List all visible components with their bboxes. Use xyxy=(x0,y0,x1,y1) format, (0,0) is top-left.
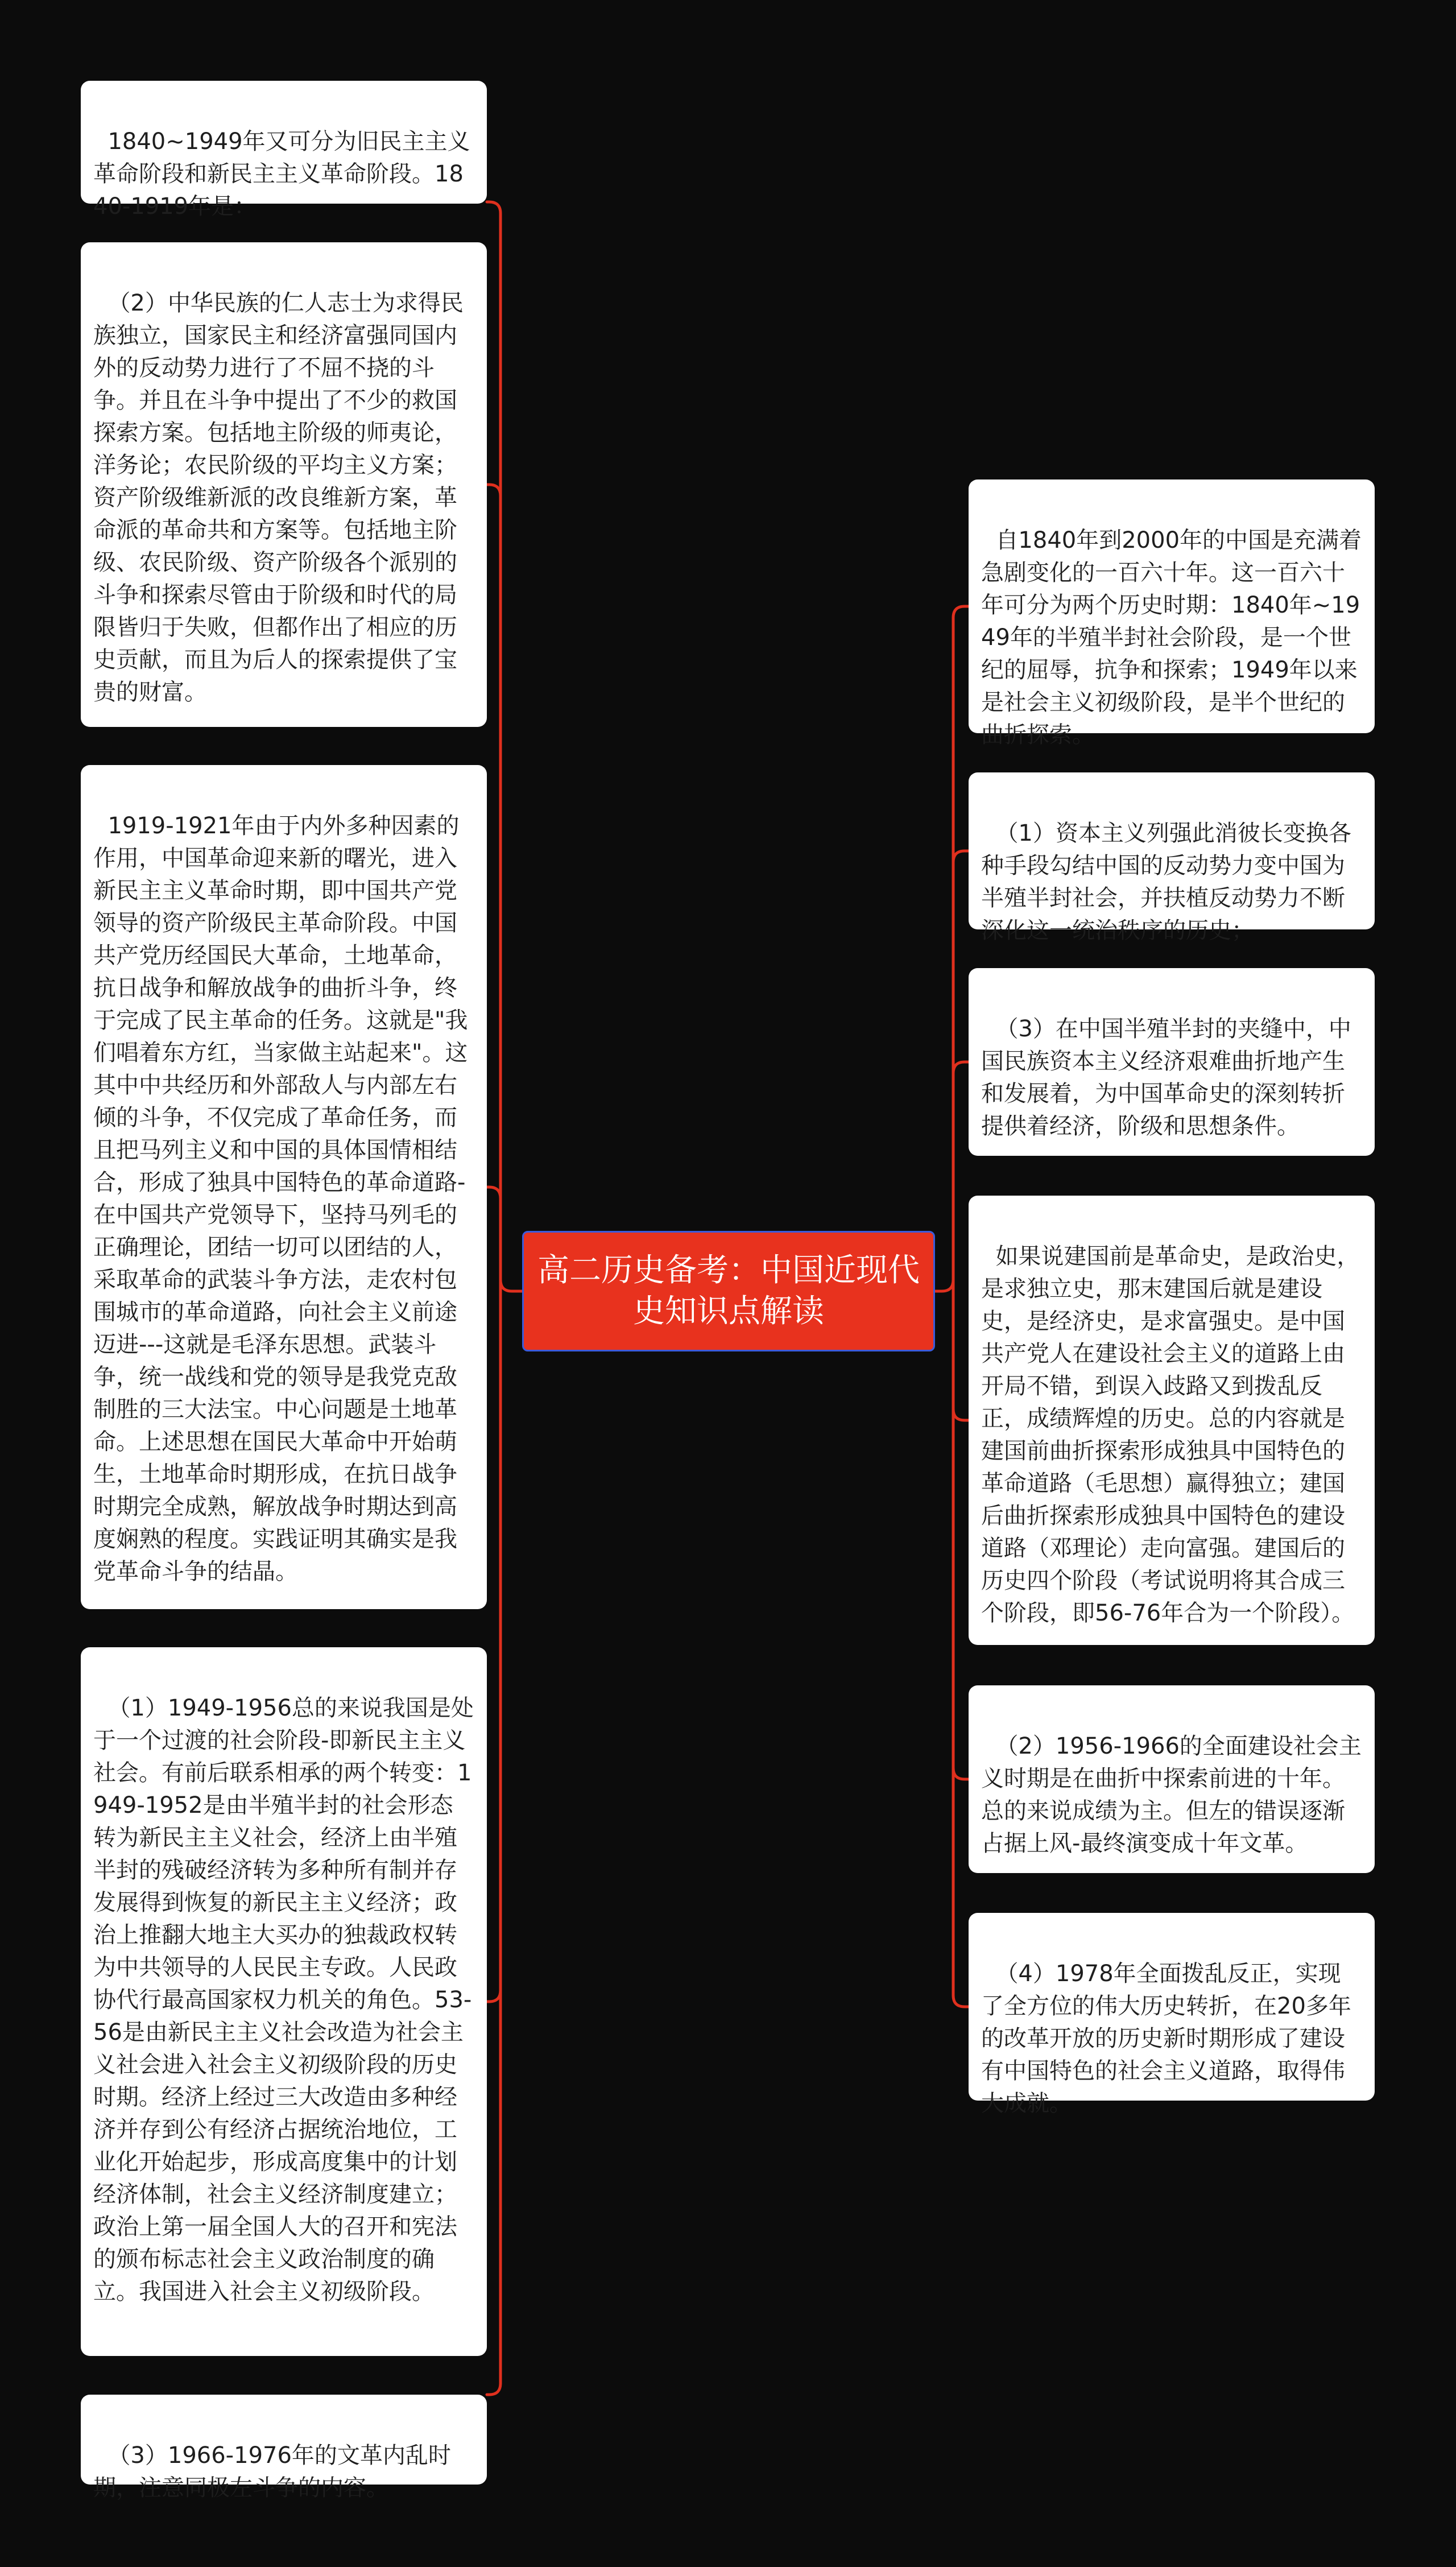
left-node-1[interactable] xyxy=(81,81,487,220)
left-connector-5 xyxy=(487,1280,500,2395)
left-node-2-text: （2）中华民族的仁人志士为求得民族独立，国家民主和经济富强同国内外的反动势力进行了不屈不挠的斗争。并且在斗争中提出了不少的救国探索方案。包括地主阶级的师夷论，洋务论；农民阶级的平均主义方案；资产阶级维新派的改良维新方案，革命派的革命共和方案等。包括地主阶级、农民阶级、资产阶级各个派别的斗争和探索尽管由于阶级和时代的局限皆归于失败，但都作出了相应的历史贡献，而且为后人的探索提供了宝贵的财富。 xyxy=(93,290,464,705)
right-connector-5 xyxy=(953,1280,969,1779)
left-connector-2 xyxy=(487,485,500,1280)
right-connector-1 xyxy=(953,606,969,1280)
right-node-4-text: 如果说建国前是革命史，是政治史，是求独立史，那末建国后就是建设史，是经济史，是求富强史。是中国共产党人在建设社会主义的道路上由开局不错，到误入歧路又到拨乱反正，成绩辉煌的历史。总的内容就是建国前曲折探索形成独具中国特色的革命道路（毛思想）赢得独立；建国后曲折探索形成独具中国特色的建设道路（邓理论）走向富强。建国后的历史四个阶段（考试说明将其合成三个阶段，即56-76年合为一个阶段）。 xyxy=(981,1243,1360,1626)
left-node-4-text: （1）1949-1956总的来说我国是处于一个过渡的社会阶段-即新民主主义社会。有前后联系相承的两个转变：1949-1952是由半殖半封的社会形态转为新民主主义社会，经济上由半殖半封的残破经济转为多种所有制并存发展得到恢复的新民主主义经济；政治上推翻大地主大买办的独裁政权转为中共领导的人民民主专政。人民政协代行最高国家权力机关的角色。53-56是由新民主主义社会改造为社会主义社会进入社会主义初级阶段的历史时期。经济上经过三大改造由多种经济并存到公有经济占据统治地位，工业化开始起步，形成高度集中的计划经济体制，社会主义经济制度建立；政治上第一届全国人大的召开和宪法的颁布标志社会主义政治制度的确立。我国进入社会主义初级阶段。 xyxy=(93,1695,474,2305)
right-stem xyxy=(935,1280,953,1291)
right-node-3-text: （3）在中国半殖半封的夹缝中，中国民族资本主义经济艰难曲折地产生和发展着，为中国革命史的深刻转折提供着经济，阶级和思想条件。 xyxy=(981,1016,1351,1139)
right-connector-3 xyxy=(953,1062,969,1280)
left-node-3[interactable] xyxy=(81,765,487,1609)
left-node-2[interactable] xyxy=(81,242,487,727)
left-connector-4 xyxy=(487,1280,500,2002)
left-node-3-text: 1919-1921年由于内外多种因素的作用，中国革命迎来新的曙光，进入新民主主义革命时期，即中国共产党领导的资产阶级民主革命阶段。中国共产党历经国民大革命，土地革命，抗日战争和解放战争的曲折斗争，终于完成了民主革命的任务。这就是"我们唱着东方红，当家做主站起来"。这其中中共经历和外部敌人与内部左右倾的斗争，不仅完成了革命任务，而且把马列主义和中国的具体国情相结合，形成了独具中国特色的革命道路-在中国共产党领导下，坚持马列毛的正确理论，团结一切可以团结的人，采取革命的武装斗争方法，走农村包围城市的革命道路，向社会主义前途迈进---这就是毛泽东思想。武装斗争，统一战线和党的领导是我党克敌制胜的三大法宝。中心问题是土地革命。上述思想在国民大革命中开始萌生，土地革命时期形成，在抗日战争时期完全成熟，解放战争时期达到高度娴熟的程度。实践证明其确实是我党革命斗争的结晶。 xyxy=(93,813,468,1585)
left-connector-3 xyxy=(487,1187,500,1280)
right-connector-4 xyxy=(953,1280,969,1420)
right-node-1-text: 自1840年到2000年的中国是充满着急剧变化的一百六十年。这一百六十年可分为两个历史时期：1840年~1949年的半殖半封社会阶段，是一个世纪的屈辱，抗争和探索；1949年以来是社会主义初级阶段，是半个世纪的曲折探索。 xyxy=(981,527,1362,748)
right-node-2[interactable] xyxy=(969,772,1375,944)
right-node-6[interactable] xyxy=(969,1913,1375,2117)
right-node-6-text: （4）1978年全面拨乱反正，实现了全方位的伟大历史转折，在20多年的改革开放的历史新时期形成了建设有中国特色的社会主义道路，取得伟大成就。 xyxy=(981,1961,1351,2117)
left-connector-1 xyxy=(487,202,500,1280)
right-node-4[interactable] xyxy=(969,1196,1375,1645)
central-topic[interactable] xyxy=(522,1231,935,1351)
right-node-5[interactable] xyxy=(969,1685,1375,1873)
central-topic-title: 高二历史备考：中国近现代史知识点解读 xyxy=(537,1252,920,1330)
left-node-5[interactable] xyxy=(81,2395,487,2501)
right-node-1[interactable] xyxy=(969,479,1375,748)
left-node-1-text: 1840~1949年又可分为旧民主主义革命阶段和新民主主义革命阶段。1840-1919年是： xyxy=(93,129,470,220)
left-node-4[interactable] xyxy=(81,1647,487,2356)
left-stem xyxy=(500,1280,522,1291)
right-node-5-text: （2）1956-1966的全面建设社会主义时期是在曲折中探索前进的十年。总的来说成绩为主。但左的错误逐渐占据上风-最终演变成十年文革。 xyxy=(981,1733,1362,1857)
right-node-3[interactable] xyxy=(969,968,1375,1156)
right-node-2-text: （1）资本主义列强此消彼长变换各种手段勾结中国的反动势力变中国为半殖半封社会，并扶植反动势力不断深化这一统治秩序的历史； xyxy=(981,820,1351,944)
right-connector-6 xyxy=(953,1280,969,2007)
left-node-5-text: （3）1966-1976年的文革内乱时期，注意同极左斗争的内容。 xyxy=(93,2442,451,2501)
